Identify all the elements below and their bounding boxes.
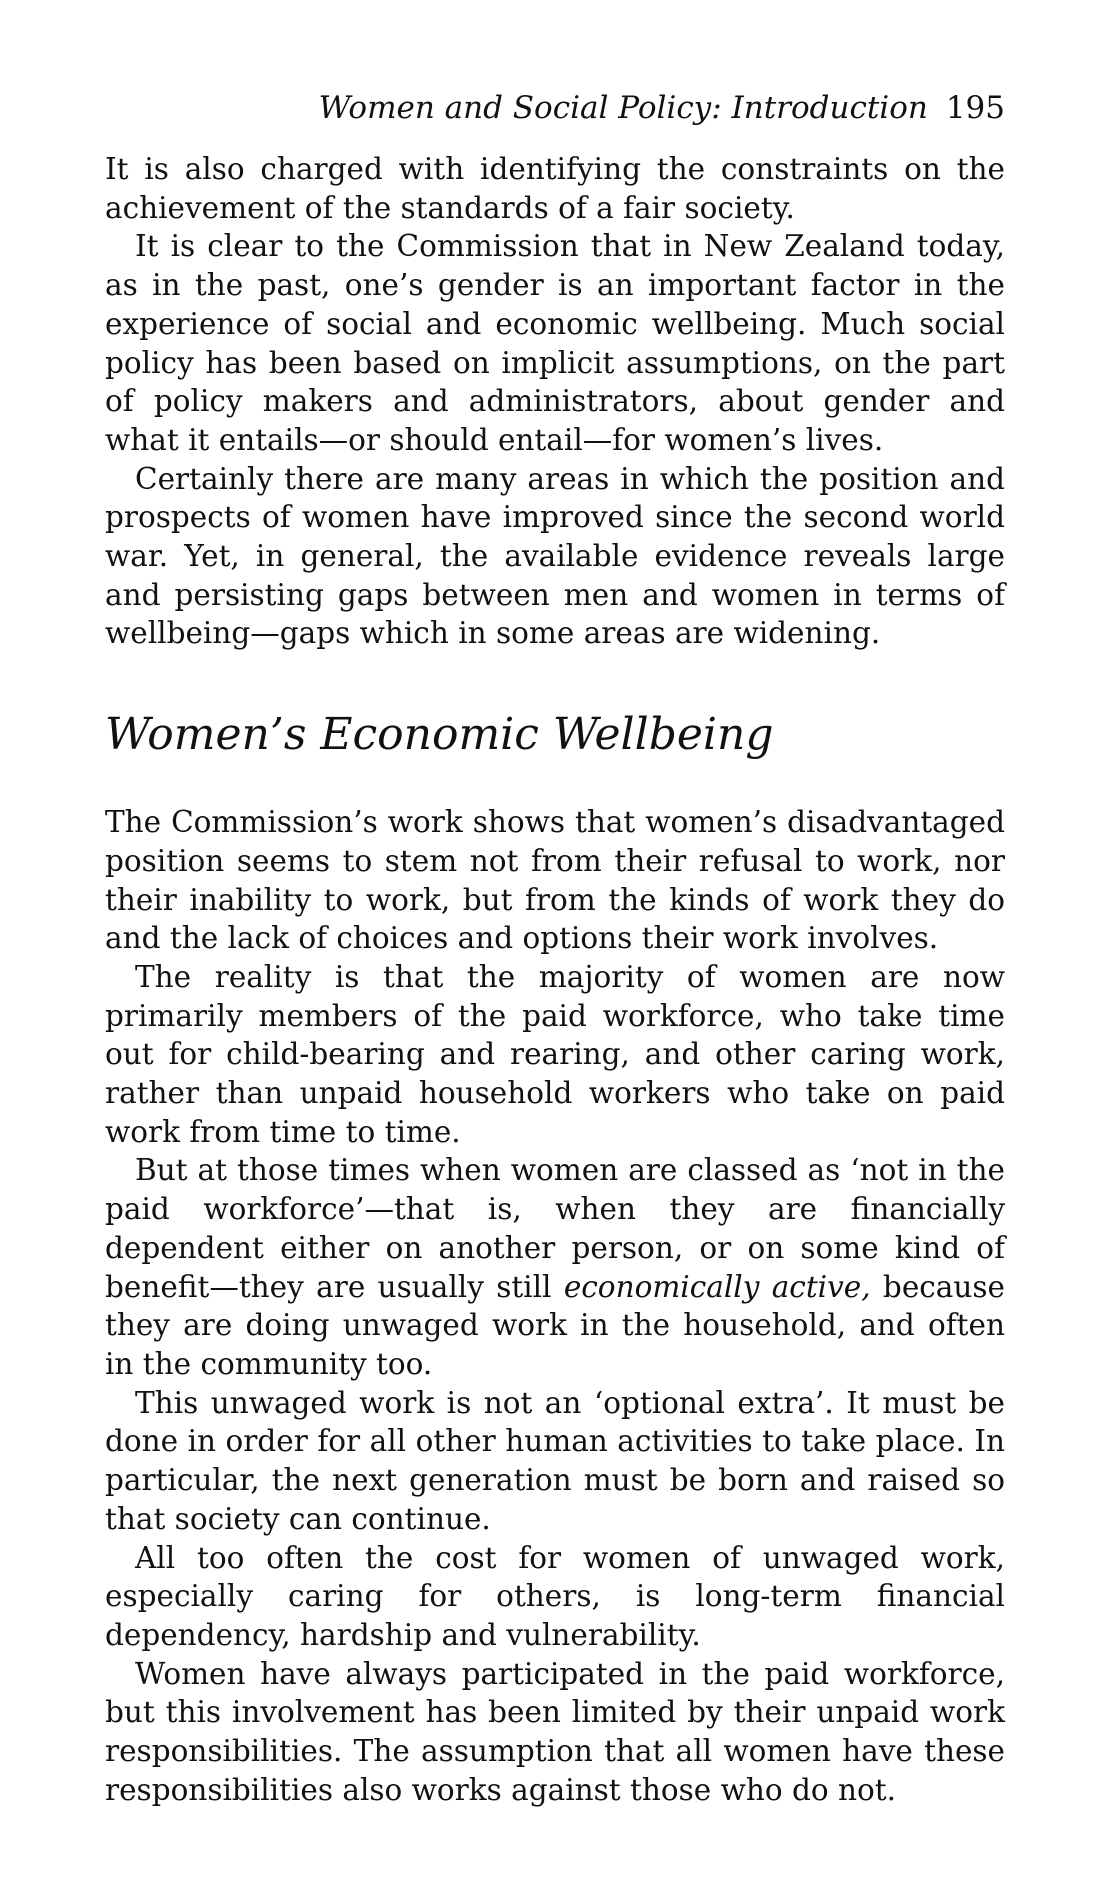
paragraph-unwaged-work: This unwaged work is not an ‘optional extra’. It must be done in order for all other human activities to take place. In particular, the next generation must be born and raised so that society can continue. [105,1385,1005,1536]
running-head [105,88,1005,128]
p3-emphasis: economically active, [563,1269,871,1304]
paragraph-participation: Women have always participated in the paid workforce, but this involvement has been limited by their unpaid work responsibilities. The assumption that all women have these responsibilities also works against those who do not. [105,1656,1005,1807]
running-head-title: Women and Social Policy: Introduction [318,90,928,126]
book-page [105,88,1005,1809]
paragraph-continuation: It is also charged with identifying the constraints on the achievement of the standards of a fair society. [105,152,1005,225]
page-number: 195 [945,90,1005,126]
paragraph-cost-of-unwaged-work: All too often the cost for women of unwaged work, especially caring for others, is long-term financial dependency, hardship and vulnerability. [105,1540,1005,1652]
p3-text-after: because they are doing unwaged work in the household, and often in the community too. [105,1269,1005,1381]
paragraph-improvements-and-gaps: Certainly there are many areas in which the position and prospects of women have improved since the second world war. Yet, in general, the available evidence reveals large and persisting gaps between men and women in terms of wellbeing—gaps which in some areas are widening. [105,461,1005,651]
p3-text-before: But at those times when women are classed as ‘not in the paid workforce’—that is, when they are financially dependent either on another person, or on some kind of benefit—they are usually still [105,1153,1005,1304]
section-heading: Women’s Economic Wellbeing [105,709,774,761]
paragraph-gender-factor: It is clear to the Commission that in New Zealand today, as in the past, one’s gender is an important factor in the experience of social and economic wellbeing. Much social policy has been based on implicit assumptions, on the part of policy makers and administrators, about gender and what it entails—or should entail—for women’s lives. [105,229,1005,457]
paragraph-paid-workforce: The reality is that the majority of women are now primarily members of the paid workforce, who take time out for child-bearing and rearing, and other caring work, rather than unpaid household workers who take on paid work from time to time. [105,959,1005,1149]
paragraph-disadvantaged-position: The Commission’s work shows that women’s disadvantaged position seems to stem not from their refusal to work, nor their inability to work, but from the kinds of work they do and the lack of choices and options their work involves. [105,805,1005,956]
paragraph-economically-active [105,1151,1005,1383]
